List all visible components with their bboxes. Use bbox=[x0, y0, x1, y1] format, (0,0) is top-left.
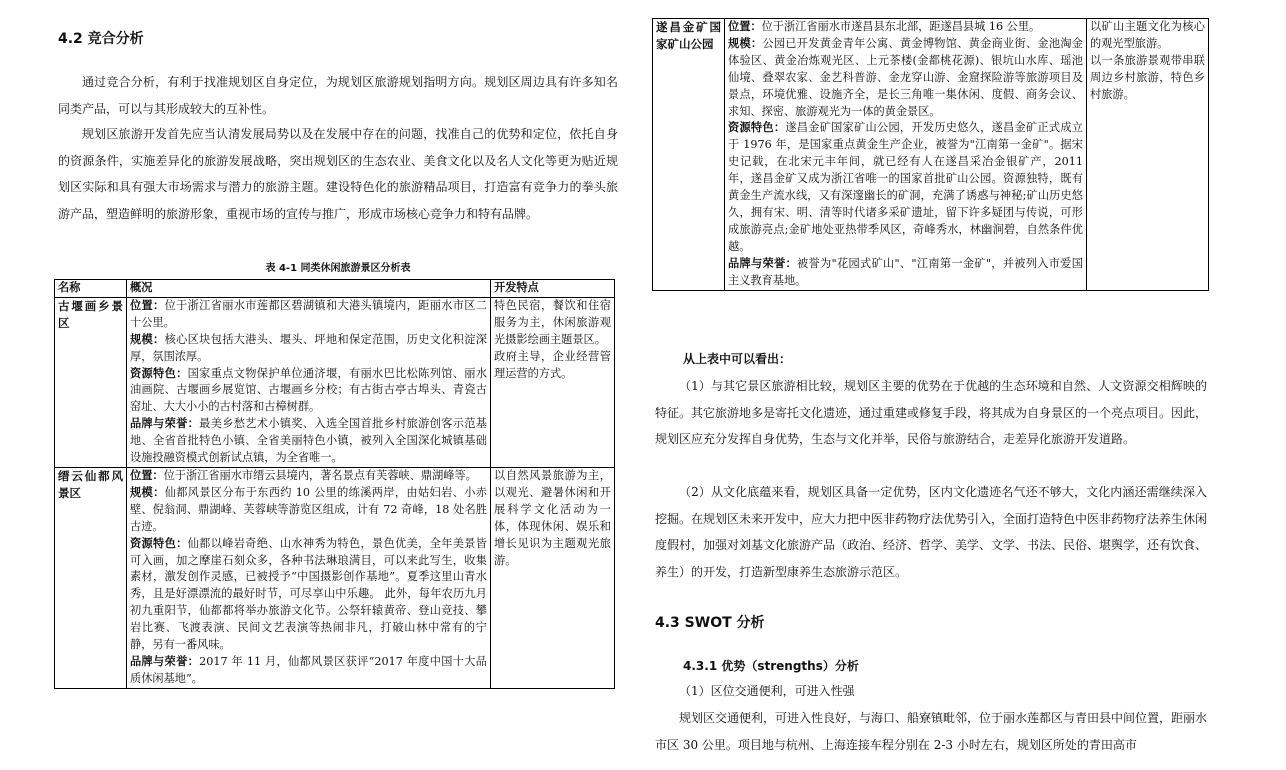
strength-paragraph: 规划区交通便利，可进入性良好，与海口、船寮镇毗邻，位于丽水莲都区与青田县中间位置，距丽水市区 30 公里。项目地与杭州、上海连接车程分别在 2-3 小时左右，规划区所处的青田高市 bbox=[655, 711, 1208, 752]
row-dev: 以矿山主题文化为核心的观光型旅游。 以一条旅游景观带串联周边乡村旅游，特色乡村旅游。 bbox=[1087, 19, 1209, 291]
item-location: 位置：位于浙江省丽水市缙云县境内，著名景点有芙蓉峡、鼎湖峰等。 bbox=[130, 468, 477, 482]
table-header-row bbox=[55, 280, 615, 298]
table-row bbox=[653, 19, 1209, 291]
left-column bbox=[58, 0, 618, 770]
item-scale: 规模：核心区块包括大港头、堰头、坪地和保定范围，历史文化积淀深厚，氛围浓厚。 bbox=[130, 332, 487, 363]
item-scale: 规模：仙都风景区分布于东西约 10 公里的练溪两岸，由姑妇岩、小赤壁、倪翁洞、鼎湖峰、芙蓉峡等游览区组成，计有 72 奇峰，18 处名胜古迹。 bbox=[130, 485, 487, 533]
row-name: 遂昌金矿国家矿山公园 bbox=[653, 19, 725, 291]
item-location: 位置：位于浙江省丽水市遂昌县东北部，距遂昌县城 16 公里。 bbox=[728, 20, 1041, 33]
item-honors: 品牌与荣誉：最美乡愁艺术小镇奖、入选全国首批乡村旅游创客示范基地、全省首批特色小镇、全省美丽特色小镇，被列入全国深化城镇基础设施投融资模式创新试点镇，为全省唯一。 bbox=[130, 417, 487, 465]
section-heading-4-3: 4.3 SWOT 分析 bbox=[655, 615, 765, 631]
section-heading-4-2: 4.2 竞合分析 bbox=[58, 31, 144, 47]
item-resources: 资源特色：遂昌金矿国家矿山公园，开发历史悠久，遂昌金矿正式成立于 1976 年，是国家重点黄金生产企业，被誉为"江南第一金矿"。据宋史记载，在北宋元丰年间，就已经有人在遂昌采冶金银矿产，2011 年，遂昌金矿又成为浙江省唯一的国家首批矿山公园。资源独特，既有黄金生产流水线，又有深邃幽长的矿洞，充满了诱惑与神秘;矿山历史悠久，拥有宋、明、清等时代诸多采矿遗址，留下许多疑团与传说，可形成旅游亮点;金矿地处亚热带季风区，奇峰秀水，林幽涧碧，自然条件优越。 bbox=[728, 121, 1083, 253]
table-row bbox=[55, 467, 615, 688]
row-dev: 以自然风景旅游为主，以观光、避暑休闲和开展科学文化活动为一体，体现休闲、娱乐和增长见识为主题观光旅游。 bbox=[491, 467, 615, 688]
row-overview bbox=[127, 467, 491, 688]
competition-table-continued bbox=[652, 18, 1209, 291]
paragraph-strategy: 规划区旅游开发首先应当认清发展局势以及在发展中存在的问题，找准自己的优势和定位，依托自身的资源条件，实施差异化的旅游发展战略，突出规划区的生态农业、美食文化以及名人文化等更为贴近规划区实际和具有强大市场需求与潜力的旅游主题。建设特色化的旅游精品项目，打造富有竞争力的拳头旅游产品，塑造鲜明的旅游形象，重视市场的宣传与推广，形成市场核心竞争力和特有品牌。 bbox=[58, 127, 618, 221]
competition-table bbox=[54, 279, 615, 689]
paragraph-intro: 通过竞合分析，有利于找准规划区自身定位，为规划区旅游规划指明方向。规划区周边具有许多知名同类产品，可以与其形成较大的互补性。 bbox=[58, 75, 618, 116]
row-dev: 特色民宿，餐饮和住宿服务为主，休闲旅游观光摄影绘画主题景区。 政府主导，企业经营管理运营的方式。 bbox=[491, 297, 615, 467]
item-honors: 品牌与荣誉：被誉为"花园式矿山"、"江南第一金矿"，并被列入市爱国主义教育基地。 bbox=[728, 256, 1083, 287]
table-row bbox=[55, 297, 615, 467]
row-name: 缙云仙都风景区 bbox=[55, 467, 127, 688]
item-honors: 品牌与荣誉：2017 年 11 月，仙都风景区获评“2017 年度中国十大品质休闲基地”。 bbox=[130, 654, 487, 685]
item-resources: 资源特色：仙都以峰岩奇绝、山水神秀为特色，景色优美，全年美景皆可入画，加之摩崖石刻众多，各种书法琳琅满目，可以来此写生，收集素材，激发创作灵感，已被授予“中国摄影创作基地”。夏季这里山青水秀，且是好漂漂流的最好时节，可尽享山中乐趣。 此外，每年农历九月初九重阳节，仙都都将举办旅游文化节。公祭轩辕黄帝、登山竞技、攀岩比赛、飞渡表演、民间文艺表演等热闹非凡，打破山林中常有的宁静，另有一番风味。 bbox=[130, 536, 487, 652]
header-overview: 概况 bbox=[127, 280, 491, 298]
subsection-heading-4-3-1: 4.3.1 优势（strengths）分析 bbox=[683, 659, 859, 673]
conclusion-title: 从上表中可以看出： bbox=[683, 352, 792, 366]
strength-point-1: （1）区位交通便利，可进入性强 bbox=[679, 684, 855, 698]
table-caption: 表 4-1 同类休闲旅游景区分析表 bbox=[265, 263, 411, 274]
conclusion-2: （2）从文化底蕴来看，规划区具备一定优势，区内文化遗迹名气还不够大，文化内涵还需继续深入挖掘。在规划区未来开发中，应大力把中医非药物疗法优势引入，全面打造特色中医非药物疗法养生休闲度假村，加强对刘基文化旅游产品（政治、经济、哲学、美学、文学、书法、民俗、堪舆学，还有饮食、养生）的开发，打造新型康养生态旅游示范区。 bbox=[655, 485, 1208, 579]
right-column bbox=[655, 0, 1207, 770]
item-scale: 规模：公园已开发黄金青年公寓、黄金博物馆、黄金商业街、金池淘金体验区、黄金冶炼观光区、上元茶楼(金都桃花源)、银坑山水库、瑶池仙境、叠翠农家、金艺科普游、金龙穿山游、金窟探险游等旅游项目及景点，环境优雅、设施齐全，是长三角唯一集休闲、度假、商务会议、求知、探密、旅游观光为一体的黄金景区。 bbox=[728, 36, 1083, 118]
header-dev: 开发特点 bbox=[491, 280, 615, 298]
row-name: 古堰画乡景区 bbox=[55, 297, 127, 467]
conclusion-1: （1）与其它景区旅游相比较，规划区主要的优势在于优越的生态环境和自然、人文资源交相辉映的特征。其它旅游地多是寄托文化遗迹，通过重建或修复手段，将其成为自身景区的一个亮点项目。因此，规划区应充分发挥自身优势，生态与文化并举，民俗与旅游结合，走差异化旅游开发道路。 bbox=[655, 379, 1208, 446]
header-name: 名称 bbox=[55, 280, 127, 298]
item-location: 位置：位于浙江省丽水市莲都区碧湖镇和大港头镇境内，距丽水市区二十公里。 bbox=[130, 298, 487, 329]
row-overview bbox=[725, 19, 1087, 291]
row-overview bbox=[127, 297, 491, 467]
item-resources: 资源特色：国家重点文物保护单位通济堰，有丽水巴比松陈列馆、丽水油画院、古堰画乡展览馆、古堰画乡分校；有古街古亭古埠头、青瓷古窑址、大大小小的古村落和古樟树群。 bbox=[130, 366, 487, 414]
